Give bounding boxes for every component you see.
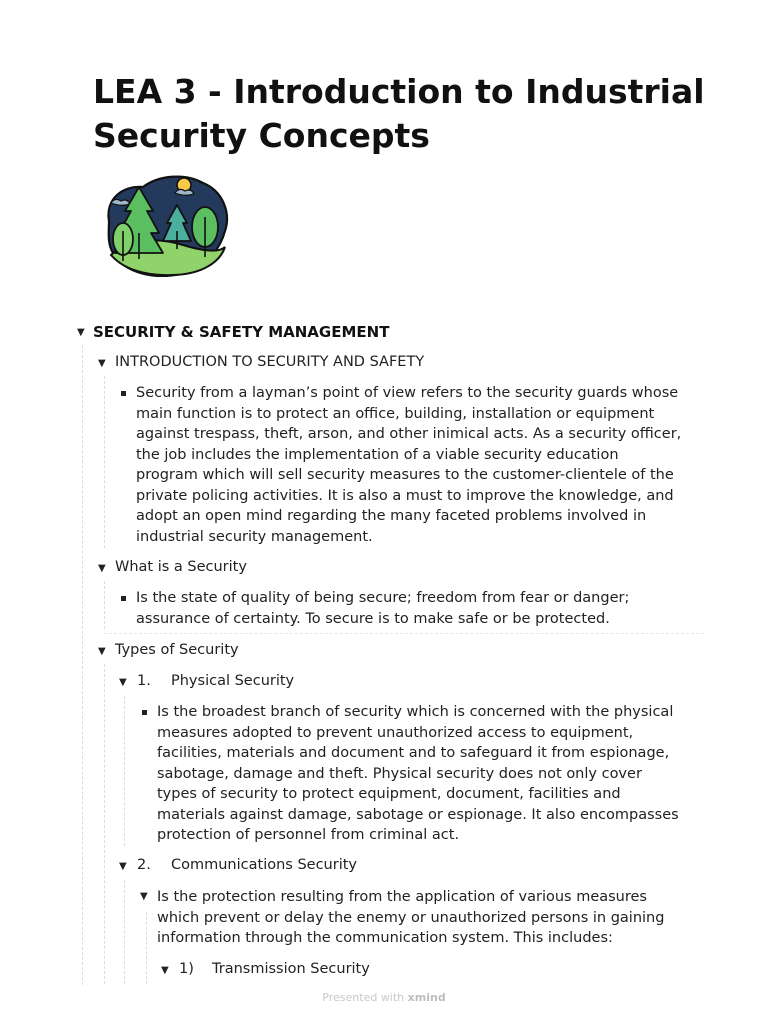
footer-watermark xyxy=(0,991,768,1004)
outline-guide xyxy=(104,581,105,629)
list-number: 1. xyxy=(137,673,151,689)
outline-guide xyxy=(104,376,105,548)
collapse-arrow-icon[interactable]: ▼ xyxy=(98,646,106,657)
node-label: Types of Security xyxy=(115,642,239,658)
node-label: What is a Security xyxy=(115,559,247,575)
page-title: LEA 3 - Introduction to Industrial Security Concepts xyxy=(93,72,705,155)
collapse-arrow-icon[interactable]: ▼ xyxy=(119,861,127,872)
collapse-arrow-icon[interactable]: ▼ xyxy=(98,563,106,574)
outline-guide xyxy=(146,912,147,984)
collapse-arrow-icon[interactable]: ▼ xyxy=(161,965,169,976)
section-divider xyxy=(104,633,704,634)
node-label: SECURITY & SAFETY MANAGEMENT xyxy=(93,323,390,341)
bullet-icon xyxy=(121,391,126,396)
bullet-icon xyxy=(142,710,147,715)
physical-paragraph: Is the broadest branch of security which is concerned with the physical measures adopted to prevent unauthorized access to equipment, facilities, materials and document and to safeguard it from espionage, sabotage, damage and theft. Physical security does not only cover types of security to protect equipment, document, facilities and materials against damage, sabotage or espionage. It also encompasses protection of personnel from criminal act. xyxy=(157,704,679,843)
footer-brand: xmind xyxy=(407,991,446,1004)
node-label: Transmission Security xyxy=(212,961,370,977)
node-label: INTRODUCTION TO SECURITY AND SAFETY xyxy=(115,354,425,370)
collapse-arrow-icon[interactable]: ▼ xyxy=(77,327,85,338)
collapse-arrow-icon[interactable]: ▼ xyxy=(140,891,148,902)
bullet-icon xyxy=(121,596,126,601)
node-label: Physical Security xyxy=(171,673,295,689)
footer-prefix: Presented with xyxy=(322,991,405,1004)
intro-paragraph: Security from a layman’s point of view refers to the security guards whose main function is to protect an office, building, installation or equipment against trespass, theft, arson, and other inimical acts. As a security officer, the job includes the implementation of a viable security education program which will sell security measures to the customer-clientele of the private policing activities. It is also a must to improve the knowledge, and adopt an open mind regarding the many faceted problems involved in industrial security management. xyxy=(136,385,682,545)
what-paragraph: Is the state of quality of being secure; freedom from fear or danger; assurance of certainty. To secure is to make safe or be protected. xyxy=(136,590,630,627)
node-label: Communications Security xyxy=(171,857,357,873)
outline-guide xyxy=(124,880,125,984)
list-number: 1) xyxy=(179,961,194,977)
collapse-arrow-icon[interactable]: ▼ xyxy=(98,358,106,369)
forest-trees-icon xyxy=(101,173,231,277)
collapse-arrow-icon[interactable]: ▼ xyxy=(119,677,127,688)
communications-paragraph: Is the protection resulting from the application of various measures which prevent or delay the enemy or unauthorized persons in gaining information through the communication system. This includes: xyxy=(157,889,665,946)
list-number: 2. xyxy=(137,857,151,873)
outline-guide xyxy=(124,696,125,846)
outline-guide xyxy=(104,664,105,984)
outline-guide xyxy=(82,345,83,985)
